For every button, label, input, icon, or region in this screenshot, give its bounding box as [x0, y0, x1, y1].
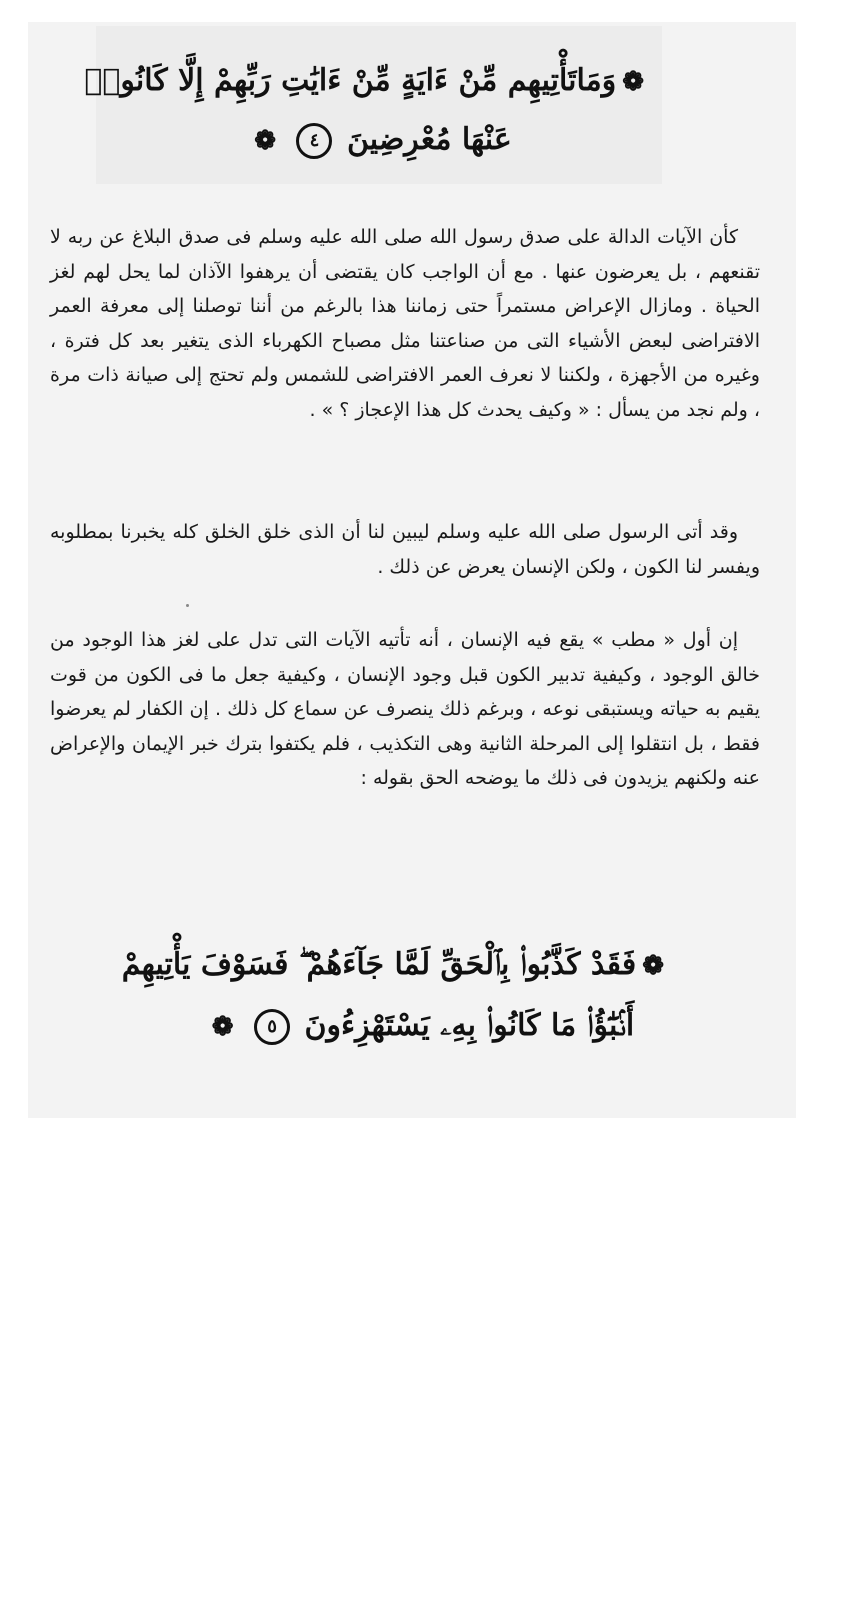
ornament-icon: ❁: [622, 67, 644, 97]
paragraph-2-text: وقد أتى الرسول صلى الله عليه وسلم ليبين لنا أن الذى خلق الخلق كله يخبرنا بمطلوبه ويفسر لنا الكون ، ولكن الإنسان يعرض عن ذلك .: [50, 521, 760, 578]
verse-4-text-1: وَمَاتَأْتِيهِم مِّنْ ءَايَةٍ مِّنْ ءَايَٰتِ رَبِّهِمْ إِلَّا كَانُوا۟: [84, 63, 617, 98]
quran-verse-5: [121, 935, 670, 1057]
verse-5-text-2: أَنۢبَٰٓؤُا۟ مَا كَانُوا۟ بِهِۦ يَسْتَهْزِءُونَ: [304, 1008, 635, 1043]
scan-speck: [186, 604, 189, 607]
verse-4-line-1: [84, 52, 650, 111]
verse-4-text-2: عَنْهَا مُعْرِضِينَ: [346, 122, 512, 157]
verse-number-badge: ٤: [296, 123, 332, 159]
verse-5-text-1: فَقَدْ كَذَّبُوا۟ بِٱلْحَقِّ لَمَّا جَآءَهُمْ ۖ فَسَوْفَ يَأْتِيهِمْ: [121, 947, 637, 982]
paragraph-2: [50, 515, 760, 584]
ornament-end-icon: ❁: [254, 126, 277, 156]
paragraph-1-text: كأن الآيات الدالة على صدق رسول الله صلى الله عليه وسلم فى صدق البلاغ عن ربه لا تقنعهم ، بل يعرضون عنها . مع أن الواجب كان يقتضى أن يرهفوا الآذان لما يحل لهم لغز الحياة . ومازال الإعراض مستمراً حتى زماننا هذا بالرغم من أننا توصلنا إلى معرفة العمر الافتراضى لبعض الأشياء التى من صناعتنا مثل مصباح الكهرباء الذى يتغير بعد كل فترة ، وغيره من الأجهزة ، ولكننا لا نعرف العمر الافتراضى للشمس ولم تحتج إلى صيانة ذات مرة ، ولم نجد من يسأل : « وكيف يحدث كل هذا الإعجاز ؟ » .: [50, 226, 760, 421]
verse-5-line-2: [170, 996, 670, 1057]
paragraph-3: [50, 623, 760, 796]
quran-verse-4: [84, 52, 650, 170]
ornament-end-icon: ❁: [211, 1012, 234, 1042]
paragraph-1: [50, 220, 760, 428]
verse-5-line-1: [121, 935, 670, 996]
ornament-icon: ❁: [642, 951, 664, 981]
verse-4-line-2: [110, 111, 650, 170]
paragraph-3-text: إن أول « مطب » يقع فيه الإنسان ، أنه تأتيه الآيات التى تدل على لغز هذا الوجود من خالق الوجود ، وكيفية تدبير الكون قبل وجود الإنسان ، وكيفية جعل ما فى الكون من قوت يقيم به حياته ويستبقى نوعه ، وبرغم ذلك ينصرف عن سماع كل ذلك . إن الكفار لم يعرضوا فقط ، بل انتقلوا إلى المرحلة الثانية وهى التكذيب ، فلم يكتفوا بترك خبر الإيمان والإعراض عنه ولكنهم يزيدون فى ذلك ما يوضحه الحق بقوله :: [50, 629, 760, 790]
verse-number-badge: ٥: [254, 1009, 290, 1045]
